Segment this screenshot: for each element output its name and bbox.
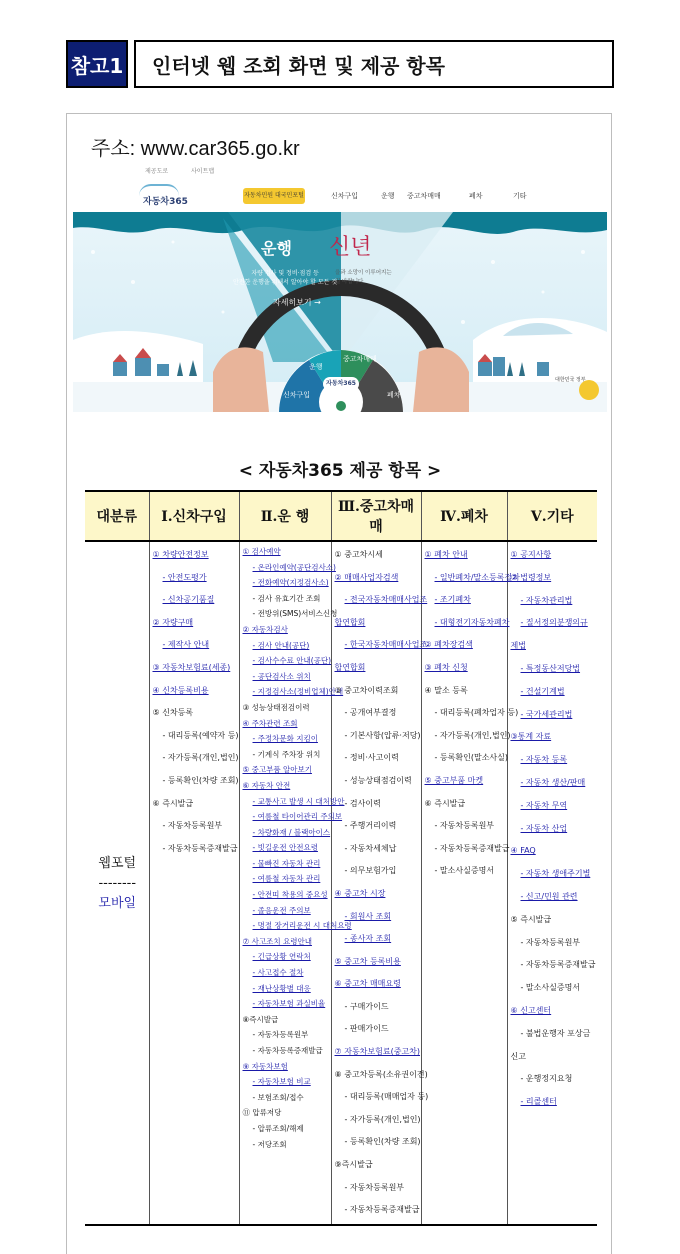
service-item: - 자동차등록증재발급 — [434, 843, 510, 853]
service-link[interactable]: ⑦ 자동차보험료(중고차) — [334, 1047, 421, 1057]
menu-etc[interactable]: 기타 — [513, 192, 527, 200]
service-item: - 자동차세체납 — [344, 843, 397, 853]
category-mobile: 모바일 — [98, 896, 137, 911]
service-link[interactable]: - 사고접수 절차 — [252, 968, 304, 978]
service-link[interactable]: 합연합회 — [334, 662, 366, 672]
content-panel — [66, 113, 612, 1254]
util-link[interactable]: 사이트맵 — [191, 168, 215, 175]
menu-new-car[interactable]: 신차구입 — [331, 192, 359, 200]
banner-sub2-line: 길 바랍니다. — [335, 279, 366, 285]
service-link[interactable]: ② 법령정보 — [510, 572, 552, 582]
service-item: ⑤ 신차등록 — [152, 708, 194, 718]
service-link[interactable]: ① 차량안전정보 — [152, 550, 209, 559]
service-item: - 자동차등록증재발급 — [344, 1205, 420, 1215]
service-item: - 기본사항(압류·저당) — [344, 730, 421, 740]
service-item: - 불법운행자 포상금 — [520, 1028, 591, 1038]
util-link[interactable]: 제공도로 — [145, 168, 169, 175]
wheel-driving[interactable]: 운행 — [309, 363, 323, 371]
service-link[interactable]: - 일반폐차/말소등록절차 — [434, 572, 520, 582]
service-link[interactable]: - 지정검사소(정비업체)안내 — [252, 687, 344, 697]
service-item: - 검사 유효기간 조회 — [252, 593, 321, 603]
service-item: - 자동차등록증재발급 — [520, 960, 596, 970]
service-item: - 대리등록(예약자 등) — [162, 730, 239, 740]
service-item: - 자가등록(개인,법인) — [434, 730, 511, 740]
service-item: - 검사이력 — [344, 798, 381, 808]
service-table — [85, 490, 597, 1226]
table-heading: < 자동차365 제공 항목 > — [238, 461, 442, 481]
service-item: ④ 말소 등록 — [424, 685, 468, 695]
service-link[interactable]: - 물빠진 자동차 관리 — [252, 858, 321, 868]
service-link[interactable]: ② 자량구매 — [152, 617, 194, 627]
menu-used-car[interactable]: 중고차매매 — [407, 192, 441, 200]
service-link[interactable]: - 교통사고 발생 시 대처방안 — [252, 796, 345, 806]
service-link[interactable]: ① 검사예약 — [242, 547, 281, 556]
service-item: - 기계식 주차장 위치 — [252, 749, 321, 759]
col-header-new-car: Ⅰ.신차구입 — [149, 491, 239, 541]
service-item: - 자동차등록원부 — [520, 937, 581, 947]
service-link[interactable]: ③ 폐차 신청 — [424, 662, 468, 672]
service-link[interactable]: - 자동차 생산/판매 — [520, 777, 586, 787]
service-link[interactable]: - 신고/민원 관련 — [520, 891, 578, 901]
service-link[interactable]: - 조기폐차 — [434, 595, 471, 605]
service-link[interactable]: - 건설기계법 — [520, 686, 565, 696]
service-link[interactable]: - 종사자 조회 — [344, 934, 392, 944]
service-item: - 자동차등록원부 — [252, 1030, 309, 1040]
banner-subtitle — [233, 269, 337, 287]
service-link[interactable]: ③ 자동차보험료(세종) — [152, 662, 231, 672]
service-item: - 자동차등록증재발급 — [162, 843, 238, 853]
service-item: - 의무보험가입 — [344, 866, 397, 876]
section-title: 인터넷 웹 조회 화면 및 제공 항목 — [134, 40, 614, 88]
service-item: ⑧즉시발급 — [242, 1014, 279, 1024]
service-link[interactable]: - 여름철 타이어관리 주의보 — [252, 812, 343, 822]
service-item: - 자동차등록증재발급 — [252, 1046, 323, 1055]
gov-badge: 대한민국 정부 — [555, 377, 586, 383]
service-link[interactable]: - 명절 장거리운전 시 대처요령 — [252, 921, 352, 931]
col-header-category: 대분류 — [85, 491, 149, 541]
category-web: 웹포털 — [98, 856, 137, 871]
service-link[interactable]: - 주정차문화 지킴이 — [252, 734, 318, 744]
service-link[interactable]: ① 폐차 안내 — [424, 550, 468, 559]
reference-tag: 참고1 — [66, 40, 128, 88]
service-link[interactable]: ④ 신차등록비용 — [152, 685, 209, 695]
banner-title: 운행 — [261, 239, 292, 258]
banner-sub2-line: 을과 소망이 이루어지는 — [335, 270, 392, 276]
service-link[interactable]: ⑤ 중고부품 알아보기 — [242, 765, 312, 775]
section-header — [66, 40, 614, 88]
service-link[interactable]: - 리콜센터 — [520, 1097, 557, 1107]
service-link[interactable]: - 공단검사소 위치 — [252, 671, 311, 681]
service-link[interactable]: ④ 주차관련 조회 — [242, 718, 298, 728]
service-item: - 구매가이드 — [344, 1001, 389, 1011]
wheel-new-car[interactable]: 신차구입 — [283, 391, 311, 399]
service-link[interactable]: ⑤ 중고부품 마켓 — [424, 775, 484, 785]
service-link[interactable]: - 전국자동차매매사업조 — [344, 595, 428, 605]
civil-portal-button[interactable]: 자동차민원 대국민포털 — [243, 188, 305, 204]
service-link[interactable]: - 검사수수료 안내(공단) — [252, 656, 332, 666]
menu-scrap[interactable]: 폐차 — [469, 192, 483, 200]
service-link[interactable]: 합연합회 — [334, 617, 366, 627]
service-link[interactable]: - 여름철 자동차 관리 — [252, 874, 321, 884]
service-link[interactable]: - 자동차 등록 — [520, 755, 568, 765]
service-link[interactable]: ⑥ 중고차 매매요령 — [334, 979, 401, 989]
service-link[interactable]: - 졸음운전 주의보 — [252, 905, 311, 915]
service-link[interactable]: ⑦ 사고조치 요령안내 — [242, 936, 312, 946]
service-link[interactable]: - 제작사 안내 — [162, 640, 210, 650]
service-link[interactable]: ④ FAQ — [510, 846, 536, 856]
table-header-row — [85, 491, 597, 541]
service-item: - 자가등록(개인,법인) — [344, 1114, 421, 1124]
service-item: ① 중고차시세 — [334, 550, 383, 559]
service-item: - 전방위(SMS)서비스신청 — [252, 609, 338, 619]
service-link[interactable]: - 전화예약(지정검사소) — [252, 578, 329, 588]
service-link[interactable]: ③통계 자료 — [510, 732, 552, 742]
service-link[interactable]: ⑨ 자동차보험 — [242, 1061, 288, 1071]
site-header — [73, 166, 607, 214]
service-item: - 보험조회/접수 — [252, 1092, 304, 1102]
service-item: - 대리등록(폐차업자 등) — [434, 708, 519, 718]
service-link[interactable]: ① 공지사항 — [510, 550, 552, 559]
service-item: - 등록확인(차량 조회) — [162, 775, 239, 785]
banner-title-new-year: 신년 — [329, 235, 372, 260]
service-link[interactable]: 제법 — [510, 641, 526, 651]
service-item: ③ 성능상태점검이력 — [242, 702, 310, 712]
service-link[interactable]: - 자동차보험 과실비율 — [252, 999, 326, 1009]
service-item: - 자동차등록원부 — [434, 821, 495, 831]
service-link[interactable]: ⑤ 중고차 등록비용 — [334, 956, 401, 966]
service-item: - 말소사실증명서 — [520, 983, 581, 993]
col-header-used-car: Ⅲ.중고차매매 — [331, 491, 421, 541]
etc-list — [507, 541, 597, 1225]
service-item: - 말소사실증명서 — [434, 866, 495, 876]
category-separator: -------- — [98, 876, 137, 891]
service-link[interactable]: - 빗길운전 안전요령 — [252, 843, 318, 853]
service-item: ⑤ 즉시발급 — [510, 914, 552, 924]
service-link[interactable]: - 자동차관리법 — [520, 595, 573, 605]
service-link[interactable]: ② 자동차검사 — [242, 624, 288, 634]
category-cell — [85, 541, 149, 1225]
service-item: ③ 중고차이력조회 — [334, 685, 399, 695]
service-link[interactable]: ⑥ 자동차 안전 — [242, 780, 291, 790]
service-link[interactable]: - 안전도평가 — [162, 572, 207, 582]
service-item: - 등록확인(말소사실) — [434, 753, 508, 763]
banner-more-link[interactable]: 자세히보기 → — [273, 298, 321, 307]
banner-sub-line: 안전한 운행을 위해서 알아야 할 모든 것 — [233, 279, 338, 286]
used-car-list — [331, 541, 429, 1225]
service-item: - 자동차등록원부 — [162, 821, 223, 831]
banner-subtitle-2 — [335, 269, 392, 287]
service-link[interactable]: - 특정동산저당법 — [520, 663, 581, 673]
service-link[interactable]: - 대형전기자동차폐차 — [434, 617, 510, 627]
service-link[interactable]: - 한국자동차매매사업조 — [344, 640, 428, 650]
hero-banner[interactable] — [73, 212, 607, 412]
service-link[interactable]: - 자동차 산업 — [520, 823, 568, 833]
banner-sub-line: 자량 검사 및 정비·점검 등 — [251, 270, 319, 277]
wheel-logo[interactable]: 자동차365 — [323, 377, 359, 391]
col-header-driving: Ⅱ.운 행 — [239, 491, 331, 541]
service-link[interactable]: - 긴급상황 연락처 — [252, 952, 311, 962]
site-address: 주소: www.car365.go.kr — [91, 138, 300, 160]
service-item: ⑪ 압류저당 — [242, 1108, 282, 1118]
service-link[interactable]: - 회원사 조회 — [344, 911, 392, 921]
col-header-scrap: Ⅳ.폐차 — [421, 491, 507, 541]
new-car-list — [149, 541, 239, 1225]
service-item: - 자동차등록원부 — [344, 1182, 405, 1192]
service-link[interactable]: - 차량화재 / 블랙아이스 — [252, 827, 331, 837]
table-row — [85, 541, 597, 1225]
service-link[interactable]: - 검사 안내(공단) — [252, 640, 310, 650]
service-item: - 판매가이드 — [344, 1024, 389, 1034]
service-item: ⑥ 즉시발급 — [152, 798, 194, 808]
service-item: ⑧ 중고차등록(소유권이전) — [334, 1069, 428, 1079]
menu-driving[interactable]: 운행 — [381, 192, 395, 200]
service-link[interactable]: - 자동차 생애주기별 — [520, 869, 591, 879]
service-link[interactable]: - 온라인예약(공단검사소) — [252, 562, 336, 572]
service-item: - 성능상태점검이력 — [344, 775, 412, 785]
service-link[interactable]: - 재난상황별 대응 — [252, 983, 311, 993]
col-header-etc: Ⅴ.기타 — [507, 491, 597, 541]
service-link[interactable]: - 자동차 무역 — [520, 800, 568, 810]
service-item: - 압류조회/해제 — [252, 1123, 304, 1133]
service-item: ⑨즉시발급 — [334, 1160, 373, 1170]
service-item: - 운행정지요청 — [520, 1074, 573, 1084]
site-logo[interactable]: 자동차365 — [143, 197, 188, 207]
service-item: - 정비·사고이력 — [344, 753, 399, 763]
service-link[interactable]: - 자동차보험 비교 — [252, 1077, 311, 1087]
wheel-used-car[interactable]: 중고차매매 — [343, 355, 377, 363]
service-link[interactable]: - 신차공기품질 — [162, 595, 215, 605]
service-item: ⑥ 즉시발급 — [424, 798, 466, 808]
service-link[interactable]: - 질서정의분쟁의규 — [520, 618, 588, 628]
service-item: - 공개여부결정 — [344, 708, 397, 718]
service-item: - 주행거리이력 — [344, 821, 397, 831]
service-link[interactable]: ⑥ 신고센터 — [510, 1005, 552, 1015]
service-item: - 자가등록(개인,법인) — [162, 753, 239, 763]
service-link[interactable]: - 국가세관리법 — [520, 709, 573, 719]
service-item: - 등록확인(차량 조회) — [344, 1137, 421, 1147]
service-item: 신고 — [510, 1051, 526, 1061]
service-link[interactable]: ② 폐차장검색 — [424, 640, 473, 650]
service-link[interactable]: ② 매매사업자검색 — [334, 572, 399, 582]
wheel-scrap[interactable]: 폐차 — [387, 391, 401, 399]
service-item: - 저당조회 — [252, 1139, 287, 1149]
service-link[interactable]: - 안전띠 착용의 중요성 — [252, 890, 328, 900]
service-link[interactable]: ④ 중고차 시장 — [334, 888, 386, 898]
service-item: - 대리등록(매매업자 등) — [344, 1092, 429, 1102]
